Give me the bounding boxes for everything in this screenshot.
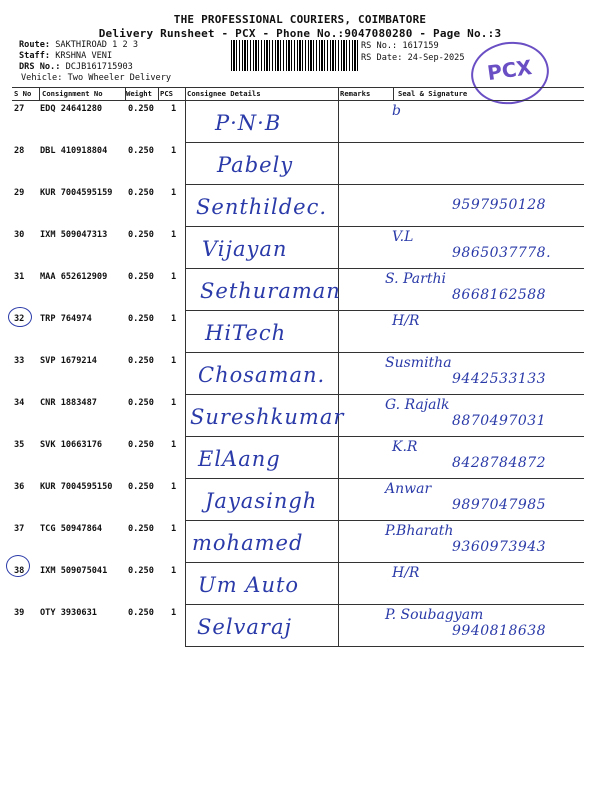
row-weight: 0.250 [128,608,154,618]
consignee-left-border [185,436,186,478]
table-bottom-line [185,646,584,647]
row-weight: 0.250 [128,356,154,366]
header-col-divider [338,87,339,100]
consignee-left-border [185,520,186,562]
handwritten-consignee: Um Auto [198,573,300,597]
handwritten-consignee: Vijayan [202,237,288,261]
row-weight: 0.250 [128,230,154,240]
remarks-left-border [338,604,339,646]
remarks-left-border [338,100,339,142]
handwritten-phone: 9442533133 [452,371,547,387]
handwritten-consignee: Jayasingh [205,489,318,513]
handwritten-phone: 9360973943 [452,539,547,555]
handwritten-signature: K.R [392,439,418,455]
remarks-left-border [338,184,339,226]
row-pcs: 1 [171,608,177,618]
handwritten-phone: 9597950128 [452,197,547,213]
header-bottom-line [12,100,584,101]
row-sno: 33 [14,356,25,366]
row-weight: 0.250 [128,440,154,450]
row-pcs: 1 [171,440,177,450]
handwritten-consignee: Sureshkumar [190,405,345,429]
row-divider [185,394,584,395]
row-weight: 0.250 [128,398,154,408]
sno-38-circle-mark [6,555,30,577]
col-consignee-header: Consignee Details [187,89,261,98]
staff-line: Staff: KRSHNA VENI [19,51,113,61]
handwritten-consignee: Selvaraj [197,615,292,639]
col-remarks-header: Remarks [340,89,371,98]
row-sno: 32 [14,314,25,324]
col-consignment-header: Consignment No [42,89,103,98]
header-col-divider [125,87,126,100]
row-divider [185,562,584,563]
row-pcs: 1 [171,314,177,324]
row-sno: 29 [14,188,25,198]
handwritten-signature: b [392,103,401,119]
handwritten-consignee: Chosaman. [198,363,326,387]
row-divider [185,184,584,185]
row-sno: 38 [14,566,25,576]
consignee-left-border [185,100,186,142]
row-pcs: 1 [171,524,177,534]
barcode [231,40,358,71]
row-weight: 0.250 [128,188,154,198]
handwritten-consignee: ElAang [198,447,281,471]
remarks-left-border [338,436,339,478]
row-pcs: 1 [171,272,177,282]
pcx-stamp: PCX [467,37,553,109]
handwritten-phone: 8668162588 [452,287,547,303]
row-weight: 0.250 [128,482,154,492]
handwritten-consignee: HiTech [205,321,287,345]
rs-no: RS No.: 1617159 [361,41,439,51]
row-weight: 0.250 [128,104,154,114]
row-divider [185,310,584,311]
header-col-divider [39,87,40,100]
handwritten-phone: 8870497031 [452,413,547,429]
consignee-left-border [185,478,186,520]
remarks-left-border [338,562,339,604]
row-weight: 0.250 [128,314,154,324]
consignee-left-border [185,310,186,352]
row-sno: 30 [14,230,25,240]
remarks-left-border [338,310,339,352]
row-divider [185,478,584,479]
handwritten-phone: 9940818638 [452,623,547,639]
row-pcs: 1 [171,230,177,240]
header-col-divider [185,87,186,100]
row-consignment: SVK 10663176 [40,440,103,450]
row-divider [185,352,584,353]
row-divider [185,268,584,269]
row-divider [185,604,584,605]
remarks-left-border [338,478,339,520]
runsheet-subtitle: Delivery Runsheet - PCX - Phone No.:9047080280 - Page No.:3 [98,27,502,40]
handwritten-consignee: Pabely [217,153,294,177]
handwritten-consignee: mohamed [192,531,304,555]
handwritten-signature: H/R [392,313,420,329]
handwritten-signature: G. Rajalk [385,397,450,413]
row-pcs: 1 [171,566,177,576]
row-consignment: CNR 1883487 [40,398,97,408]
row-sno: 34 [14,398,25,408]
handwritten-signature: P.Bharath [385,523,454,539]
row-pcs: 1 [171,398,177,408]
handwritten-consignee: Senthildec. [196,195,328,219]
handwritten-consignee: Sethuraman [200,279,341,303]
row-consignment: EDQ 24641280 [40,104,103,114]
company-title: THE PROFESSIONAL COURIERS, COIMBATORE [173,13,427,26]
remarks-left-border [338,520,339,562]
consignee-left-border [185,394,186,436]
header-col-divider [393,87,394,100]
row-sno: 36 [14,482,25,492]
row-weight: 0.250 [128,146,154,156]
row-pcs: 1 [171,356,177,366]
row-divider [185,142,584,143]
handwritten-signature: P. Soubagyam [385,607,484,623]
row-divider [185,520,584,521]
row-consignment: TCG 50947864 [40,524,103,534]
col-sno-header: S No [14,89,32,98]
drs-line: DRS No.: DCJB161715903 [19,62,133,72]
row-pcs: 1 [171,104,177,114]
row-consignment: DBL 410918804 [40,146,108,156]
handwritten-signature: Anwar [385,481,432,497]
row-weight: 0.250 [128,524,154,534]
vehicle-line: Vehicle: Two Wheeler Delivery [21,73,172,83]
handwritten-consignee: P·N·B [215,111,282,135]
row-consignment: KUR 7004595159 [40,188,113,198]
row-consignment: OTY 3930631 [40,608,97,618]
row-consignment: MAA 652612909 [40,272,108,282]
row-sno: 28 [14,146,25,156]
row-consignment: SVP 1679214 [40,356,97,366]
handwritten-signature: Susmitha [385,355,452,371]
consignee-left-border [185,604,186,646]
row-sno: 39 [14,608,25,618]
consignee-left-border [185,268,186,310]
row-consignment: KUR 7004595150 [40,482,113,492]
consignee-left-border [185,142,186,184]
row-pcs: 1 [171,146,177,156]
row-sno: 27 [14,104,25,114]
remarks-left-border [338,142,339,184]
row-pcs: 1 [171,482,177,492]
col-pcs-header: PCS [160,89,173,98]
handwritten-phone: 9897047985 [452,497,547,513]
handwritten-signature: H/R [392,565,420,581]
row-sno: 31 [14,272,25,282]
row-weight: 0.250 [128,566,154,576]
row-consignment: IXM 509075041 [40,566,108,576]
consignee-left-border [185,352,186,394]
sno-32-circle-mark [8,307,32,327]
handwritten-signature: V.L [392,229,414,245]
handwritten-phone: 8428784872 [452,455,547,471]
route-line: Route: SAKTHIROAD 1 2 3 [19,40,139,50]
row-divider [185,226,584,227]
consignee-left-border [185,184,186,226]
consignee-left-border [185,562,186,604]
consignee-left-border [185,226,186,268]
header-col-divider [158,87,159,100]
row-divider [185,436,584,437]
col-signature-header: Seal & Signature [398,89,468,98]
header-top-line [12,87,584,88]
rs-date: RS Date: 24-Sep-2025 [361,53,465,63]
handwritten-signature: S. Parthi [385,271,446,287]
remarks-left-border [338,352,339,394]
row-sno: 35 [14,440,25,450]
row-pcs: 1 [171,188,177,198]
row-consignment: IXM 509047313 [40,230,108,240]
handwritten-phone: 9865037778. [452,245,552,261]
remarks-left-border [338,226,339,268]
row-consignment: TRP 764974 [40,314,92,324]
row-weight: 0.250 [128,272,154,282]
col-weight-header: Weight [126,89,152,98]
row-sno: 37 [14,524,25,534]
